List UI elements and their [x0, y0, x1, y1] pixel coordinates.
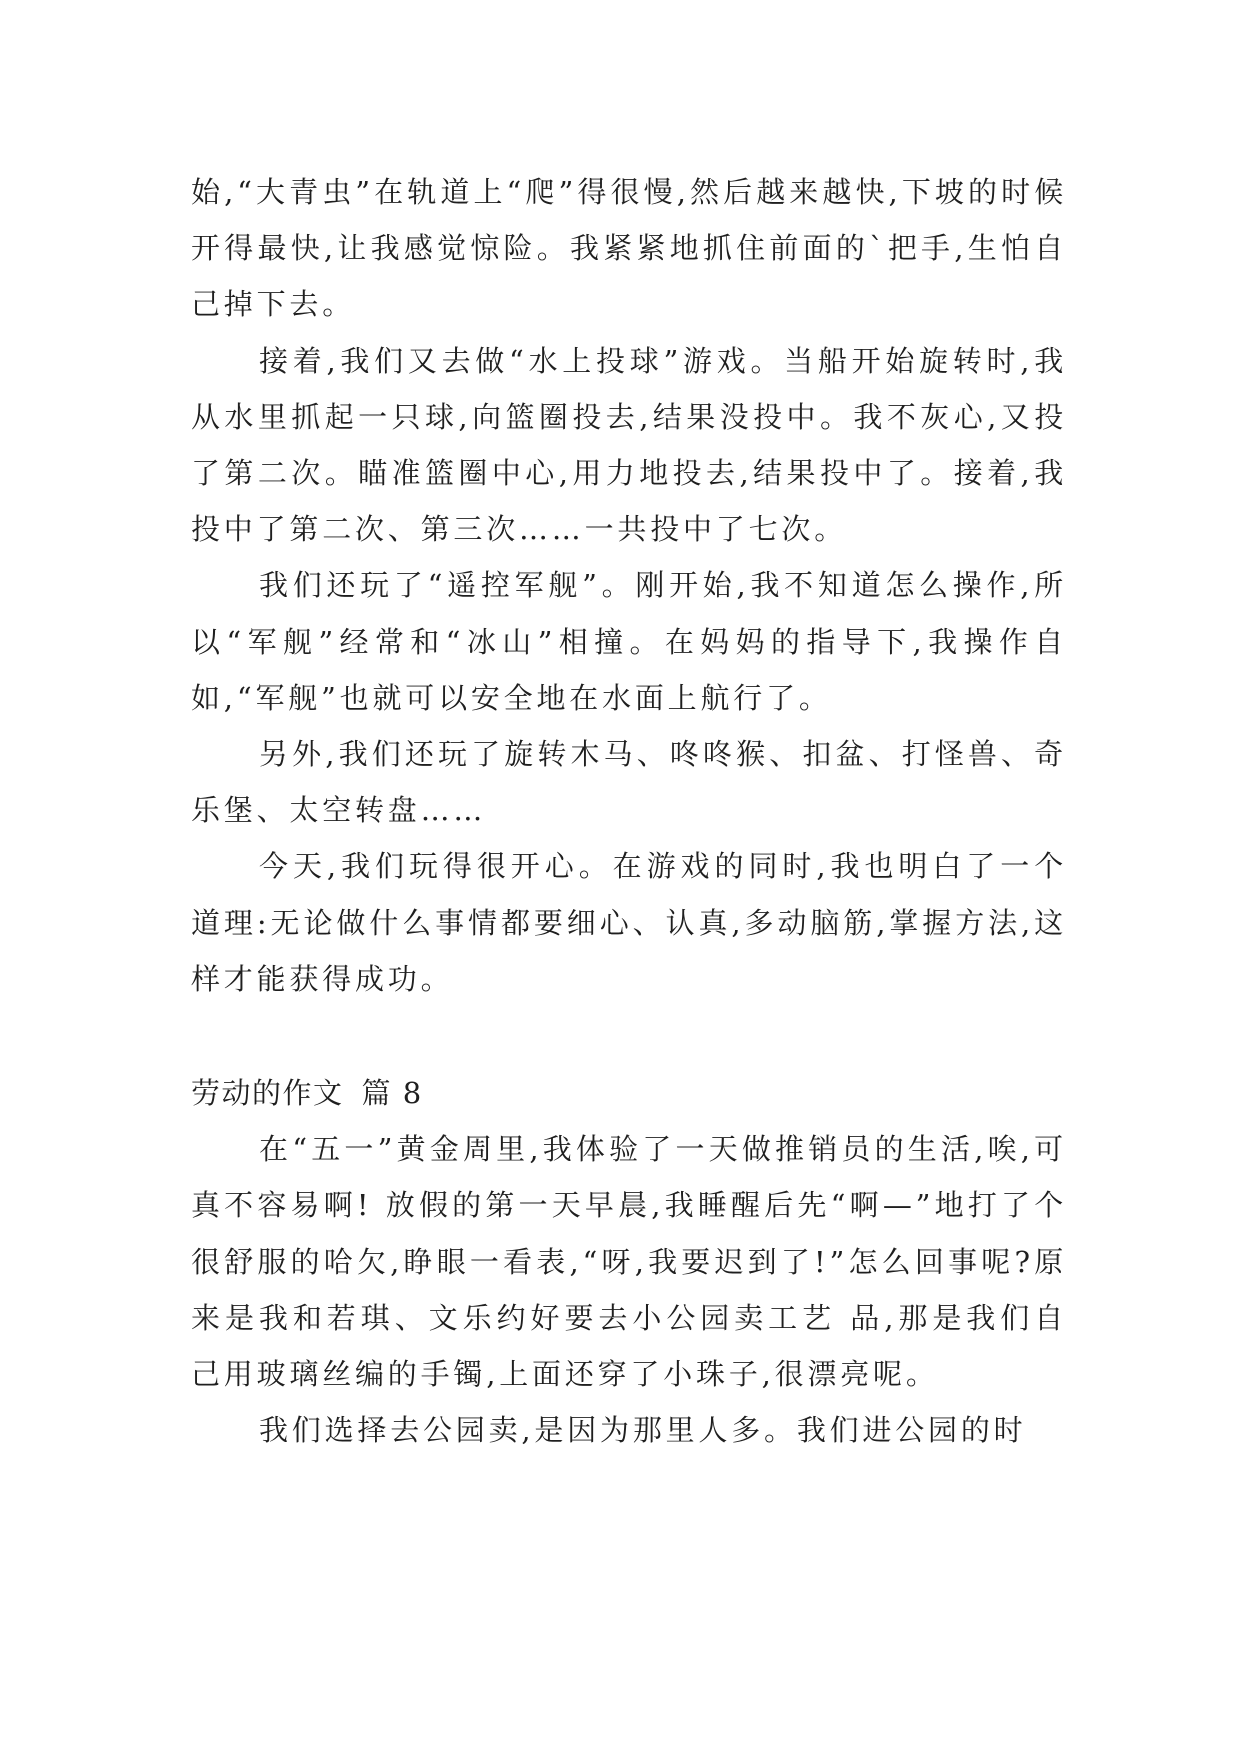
document-body: [191, 164, 1067, 1458]
paragraph-water-ball-toss: 接着,我们又去做“水上投球”游戏。当船开始旋转时,我从水里抓起一只球,向篮圈投去,结果没投中。我不灰心,又投了第二次。瞄准篮圈中心,用力地投去,结果投中了。接着,我投中了第二次、第三次……一共投中了七次。: [191, 343, 1067, 547]
paragraph-other-rides: 另外,我们还玩了旋转木马、咚咚猴、扣盆、打怪兽、奇乐堡、太空转盘……: [191, 737, 1067, 828]
paragraph-roller-coaster: 始,“大青虫”在轨道上“爬”得很慢,然后越来越快,下坡的时候开得最快,让我感觉惊险。我紧紧地抓住前面的`把手,生怕自己掉下去。: [191, 175, 1067, 322]
paragraph-remote-warship: 我们还玩了“遥控军舰”。刚开始,我不知道怎么操作,所以“军舰”经常和“冰山”相撞。在妈妈的指导下,我操作自如,“军舰”也就可以安全地在水面上航行了。: [191, 568, 1067, 715]
paragraph-salesperson-day: 在“五一”黄金周里,我体验了一天做推销员的生活,唉,可真不容易啊! 放假的第一天早晨,我睡醒后先“啊—”地打了个很舒服的哈欠,睁眼一看表,“呀,我要迟到了!”怎么回事呢?原来是我和若琪、文乐约好要去小公园卖工艺 品,那是我们自己用玻璃丝编的手镯,上面还穿了小珠子,很漂亮呢。: [191, 1132, 1067, 1392]
section-title: 劳动的作文: [191, 1076, 344, 1111]
paragraph-choose-park: 我们选择去公园卖,是因为那里人多。我们进公园的时: [259, 1413, 1027, 1448]
section-number: 篇 8: [361, 1076, 423, 1111]
section-heading: [191, 1065, 1067, 1121]
paragraph-lesson-learned: 今天,我们玩得很开心。在游戏的同时,我也明白了一个道理:无论做什么事情都要细心、认真,多动脑筋,掌握方法,这样才能获得成功。: [191, 849, 1067, 996]
